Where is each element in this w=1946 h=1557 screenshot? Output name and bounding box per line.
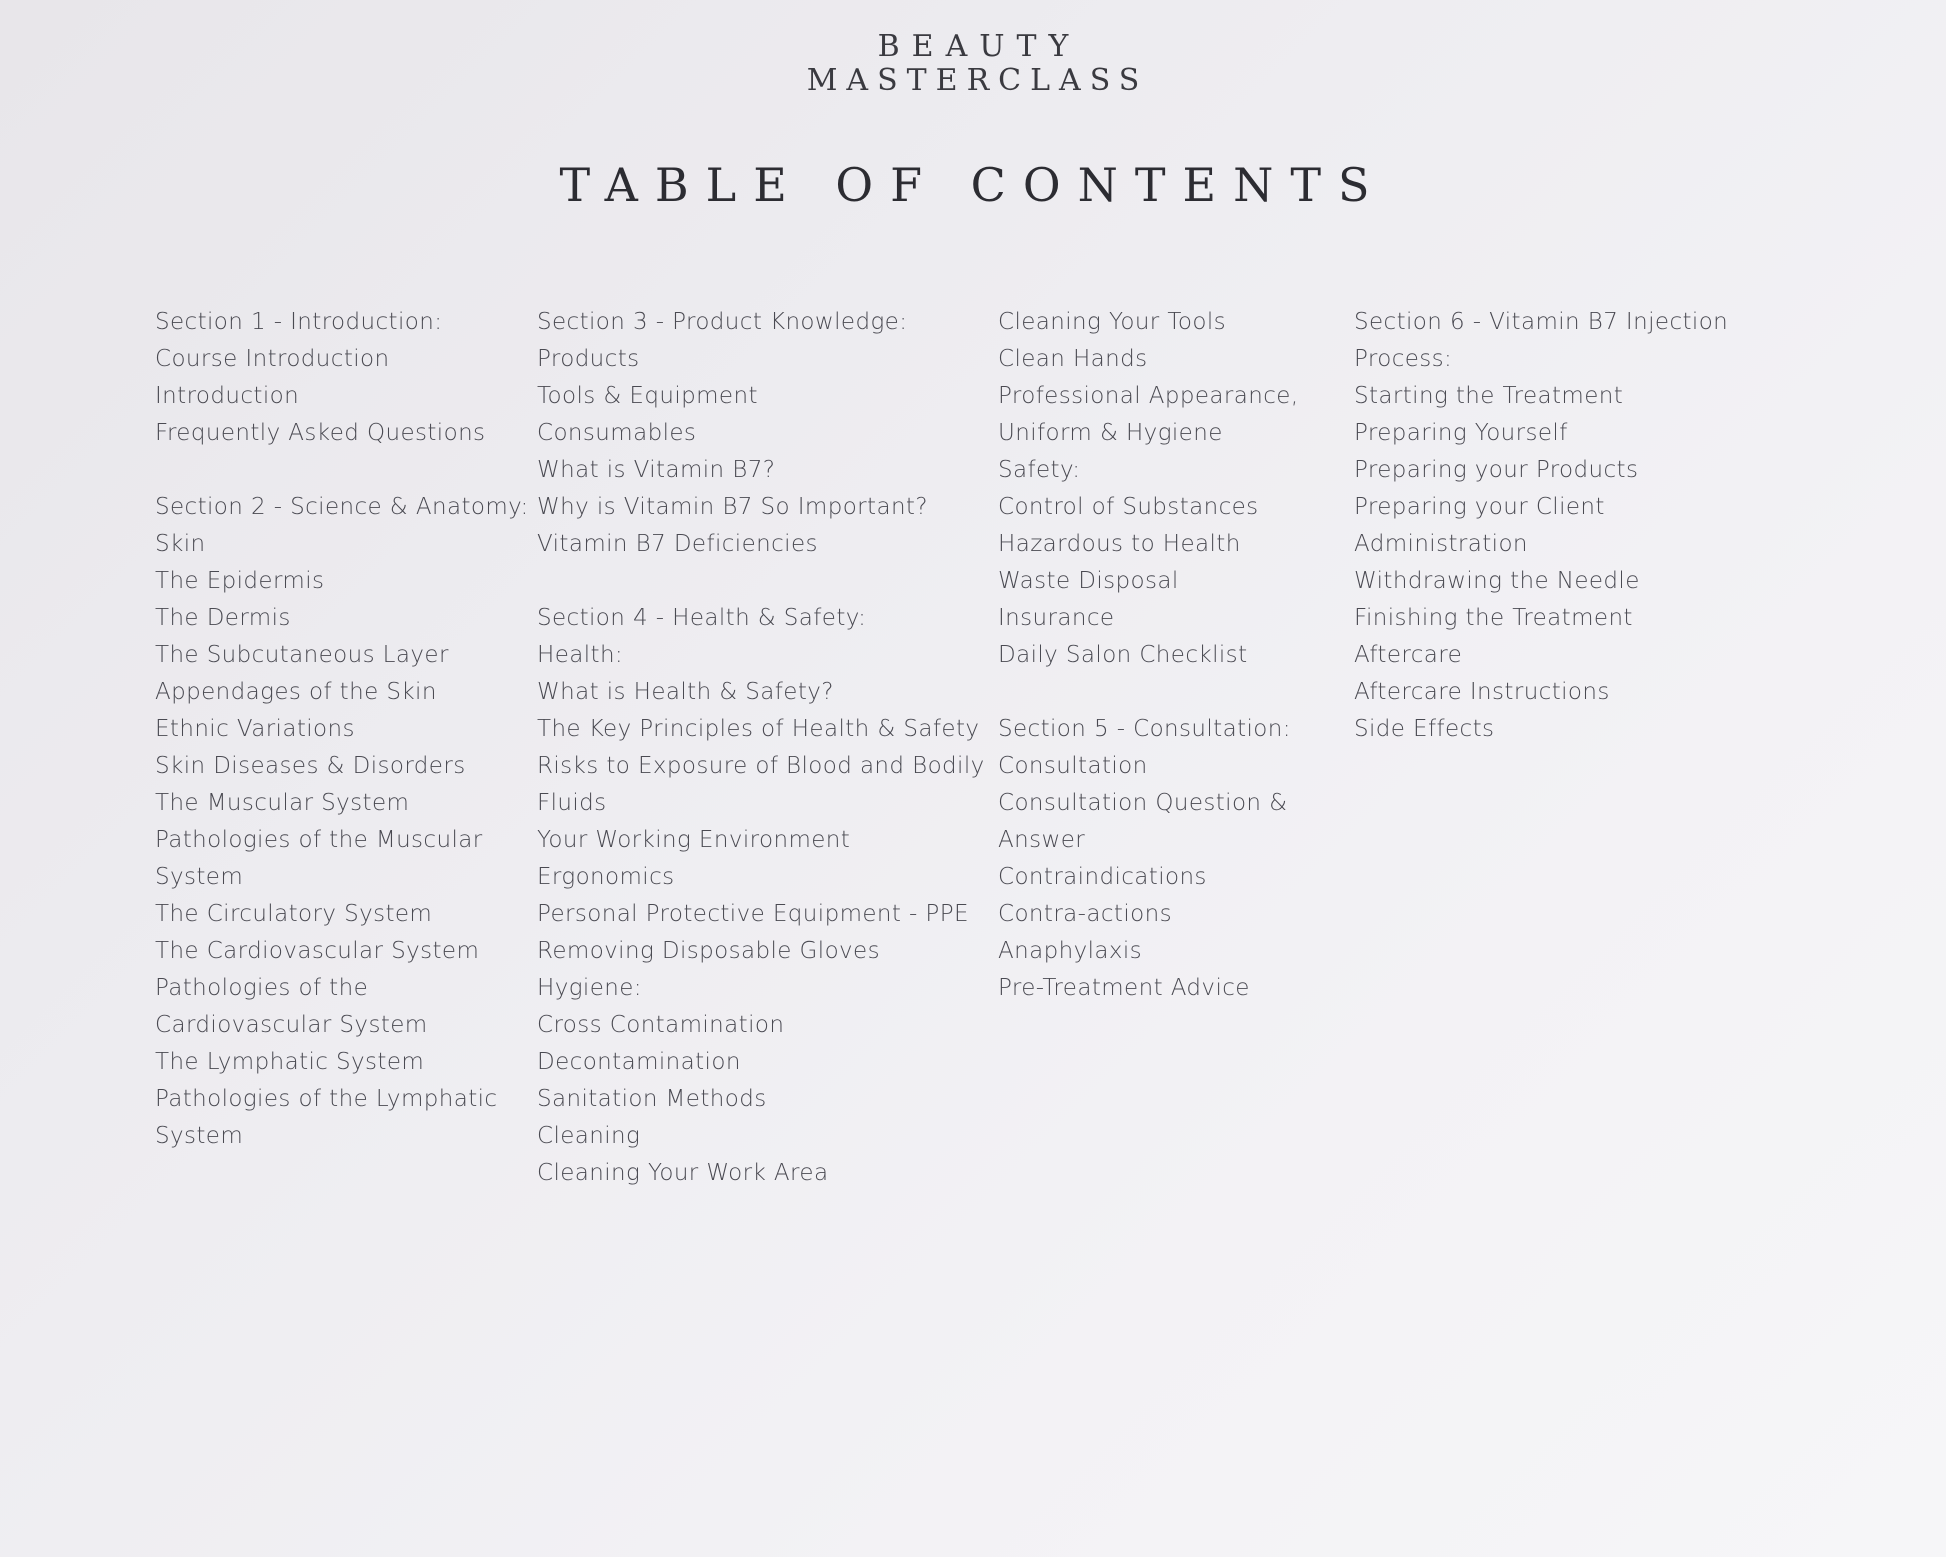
toc-entry: Insurance bbox=[998, 605, 1115, 631]
toc-column-2 bbox=[537, 304, 985, 1192]
toc-entry: Waste Disposal bbox=[998, 568, 1179, 594]
toc-entry: Preparing your Products bbox=[1354, 457, 1639, 483]
toc-entry: Preparing Yourself bbox=[1354, 420, 1568, 446]
toc-entry: Skin bbox=[155, 531, 206, 557]
toc-entry: Pathologies of the Muscular bbox=[155, 827, 483, 853]
toc-entry: Tools & Equipment bbox=[537, 383, 758, 409]
toc-entry: Anaphylaxis bbox=[998, 938, 1143, 964]
toc-entry: Uniform & Hygiene bbox=[998, 420, 1223, 446]
toc-entry: Removing Disposable Gloves bbox=[537, 938, 880, 964]
toc-heading: Section 2 - Science & Anatomy: bbox=[155, 494, 529, 520]
toc-entry: Risks to Exposure of Blood and Bodily bbox=[537, 753, 985, 779]
toc-entry: Products bbox=[537, 346, 640, 372]
toc-heading: Section 1 - Introduction: bbox=[155, 309, 443, 335]
toc-entry: Contra-actions bbox=[998, 901, 1172, 927]
toc-entry: The Key Principles of Health & Safety bbox=[537, 716, 980, 742]
toc-entry: Professional Appearance, bbox=[998, 383, 1299, 409]
toc-entry: System bbox=[155, 1123, 244, 1149]
toc-entry: The Subcutaneous Layer bbox=[155, 642, 449, 668]
toc-entry: What is Health & Safety? bbox=[537, 679, 834, 705]
page-title: TABLE OF CONTENTS bbox=[559, 158, 1387, 212]
toc-entry: The Muscular System bbox=[155, 790, 410, 816]
toc-entry: Why is Vitamin B7 So Important? bbox=[537, 494, 928, 520]
toc-entry: Introduction bbox=[155, 383, 300, 409]
toc-entry: Consumables bbox=[537, 420, 697, 446]
toc-entry: Cleaning bbox=[537, 1123, 641, 1149]
toc-entry: What is Vitamin B7? bbox=[537, 457, 776, 483]
toc-heading: Safety: bbox=[998, 457, 1081, 483]
brand-line-1: BEAUTY bbox=[877, 29, 1081, 64]
toc-entry: Appendages of the Skin bbox=[155, 679, 437, 705]
toc-entry: Fluids bbox=[537, 790, 607, 816]
toc-heading: Hygiene: bbox=[537, 975, 642, 1001]
toc-entry: Daily Salon Checklist bbox=[998, 642, 1248, 668]
toc-heading: Section 4 - Health & Safety: bbox=[537, 605, 867, 631]
toc-entry: Aftercare Instructions bbox=[1354, 679, 1610, 705]
toc-entry: Ethnic Variations bbox=[155, 716, 355, 742]
toc-heading: Health: bbox=[537, 642, 624, 668]
toc-entry: Skin Diseases & Disorders bbox=[155, 753, 466, 779]
toc-entry: Decontamination bbox=[537, 1049, 741, 1075]
toc-entry: The Epidermis bbox=[155, 568, 325, 594]
toc-entry: The Cardiovascular System bbox=[155, 938, 480, 964]
section-gap bbox=[998, 674, 1299, 711]
toc-entry: Cross Contamination bbox=[537, 1012, 785, 1038]
toc-entry: Withdrawing the Needle bbox=[1354, 568, 1640, 594]
toc-entry: Preparing your Client bbox=[1354, 494, 1605, 520]
toc-entry: Section 6 - Vitamin B7 Injection bbox=[1354, 309, 1729, 335]
toc-heading: Process: bbox=[1354, 346, 1453, 372]
toc-entry: Ergonomics bbox=[537, 864, 675, 890]
toc-column-1 bbox=[155, 304, 529, 1155]
toc-column-4 bbox=[1354, 304, 1728, 748]
toc-entry: The Circulatory System bbox=[155, 901, 433, 927]
toc-entry: Cleaning Your Work Area bbox=[537, 1160, 829, 1186]
toc-entry: Pre-Treatment Advice bbox=[998, 975, 1250, 1001]
section-gap bbox=[155, 452, 529, 489]
toc-entry: Cleaning Your Tools bbox=[998, 309, 1227, 335]
toc-entry: Starting the Treatment bbox=[1354, 383, 1624, 409]
brand-logo bbox=[0, 30, 1946, 98]
toc-entry: System bbox=[155, 864, 244, 890]
toc-entry: Administration bbox=[1354, 531, 1528, 557]
toc-entry: The Lymphatic System bbox=[155, 1049, 425, 1075]
toc-entry: Sanitation Methods bbox=[537, 1086, 767, 1112]
toc-entry: Answer bbox=[998, 827, 1086, 853]
toc-entry: Your Working Environment bbox=[537, 827, 851, 853]
toc-entry: Cardiovascular System bbox=[155, 1012, 428, 1038]
toc-entry: Personal Protective Equipment - PPE bbox=[537, 901, 969, 927]
toc-entry: Contraindications bbox=[998, 864, 1207, 890]
toc-entry: Finishing the Treatment bbox=[1354, 605, 1633, 631]
toc-entry: Pathologies of the Lymphatic bbox=[155, 1086, 498, 1112]
toc-entry: Clean Hands bbox=[998, 346, 1148, 372]
toc-heading: Section 3 - Product Knowledge: bbox=[537, 309, 908, 335]
toc-heading: Section 5 - Consultation: bbox=[998, 716, 1291, 742]
toc-entry: Side Effects bbox=[1354, 716, 1495, 742]
toc-entry: The Dermis bbox=[155, 605, 291, 631]
toc-entry: Control of Substances bbox=[998, 494, 1259, 520]
toc-column-3 bbox=[998, 304, 1299, 1007]
toc-entry: Course Introduction bbox=[155, 346, 390, 372]
section-gap bbox=[537, 563, 985, 600]
toc-entry: Aftercare bbox=[1354, 642, 1463, 668]
brand-line-2: MASTERCLASS bbox=[806, 63, 1149, 98]
toc-entry: Frequently Asked Questions bbox=[155, 420, 486, 446]
toc-entry: Consultation bbox=[998, 753, 1148, 779]
toc-entry: Consultation Question & bbox=[998, 790, 1288, 816]
toc-entry: Hazardous to Health bbox=[998, 531, 1241, 557]
toc-entry: Vitamin B7 Deficiencies bbox=[537, 531, 818, 557]
toc-entry: Pathologies of the bbox=[155, 975, 369, 1001]
